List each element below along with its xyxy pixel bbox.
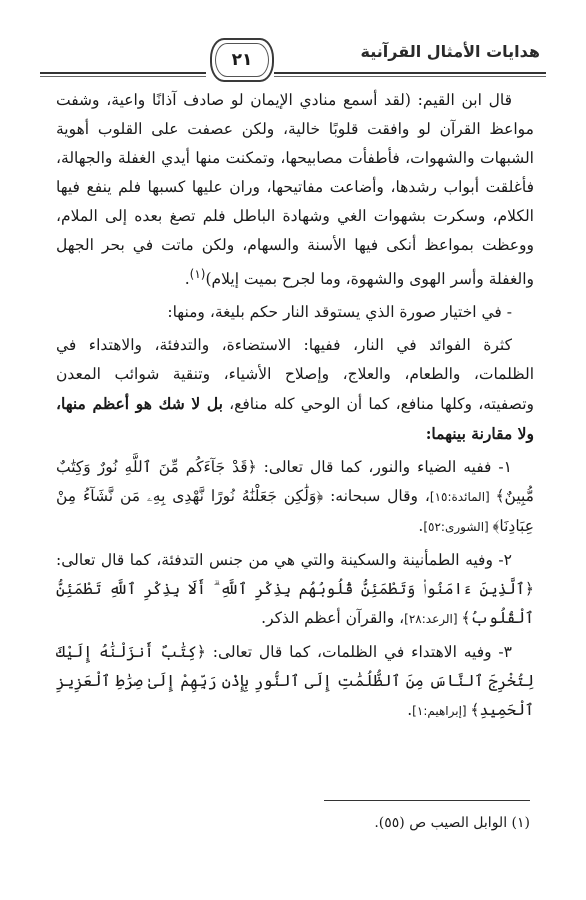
list-item-guidance: ٣- وفيه الاهتداء في الظلمات، كما قال تعالى: ﴿كِتَٰبٌ أَنزَلْنَٰهُ إِلَيْكَ لِتُخْرِجَ ٱلنَّاسَ مِنَ ٱلظُّلُمَٰتِ إِلَى ٱلنُّورِ بِإِذْنِ رَبِّهِمْ إِلَىٰ صِرَٰطِ ٱلْعَزِيزِ ٱلْحَمِيدِ﴾ [إبراهيم:١].	[56, 643, 534, 720]
page-number: ٢١	[231, 50, 253, 70]
page-header	[40, 38, 546, 80]
list-item-tranquility: ٢- وفيه الطمأنينة والسكينة والتي هي من جنس التدفئة، كما قال تعالى: ﴿ٱلَّذِينَ ءَامَنُوا۟ وَتَطْمَئِنُّ قُلُوبُهُم بِذِكْرِ ٱللَّهِ ۗ أَلَا بِذِكْرِ ٱللَّهِ تَطْمَئِنُّ ٱلْقُلُوبُ﴾ [الرعد:٢٨]، والقرآن أعظم الذكر.	[56, 551, 534, 628]
list-item-light: ١- ففيه الضياء والنور، كما قال تعالى: ﴿قَدْ جَآءَكُم مِّنَ ٱللَّهِ نُورٌ وَكِتَٰبٌ مُّبِينٌ﴾ [المائدة:١٥]، وقال سبحانه: ﴿وَلَٰكِن جَعَلْنَٰهُ نُورًا نَّهْدِى بِهِۦ مَن نَّشَآءُ مِنْ عِبَادِنَا﴾ [الشورى:٥٢].	[56, 458, 534, 536]
footnote: (١) الوابل الصيب ص (٥٥).	[374, 815, 530, 831]
paragraph-fire-benefits: كثرة الفوائد في النار، ففيها: الاستضاءة، والتدفئة، والاهتداء في الظلمات، والطعام، والعلاج، وإصلاح الأشياء، وتنقية شوائب المعدن وتصفيته، وكلها منافع، كما أن الوحي كله منافع، بل لا شك هو أعظم منها، ولا مقارنة بينهما:	[56, 336, 534, 444]
header-rule-thin	[40, 76, 546, 77]
footnote-separator	[324, 800, 530, 801]
footnote-marker: (١)	[189, 267, 206, 281]
page-number-badge	[210, 38, 274, 82]
verse-reference: [إبراهيم:١]	[412, 704, 471, 719]
paragraph-wisdom-intro: - في اختيار صورة الذي يستوقد النار حكم بليغة، ومنها:	[167, 303, 512, 322]
verse-reference: [الشورى:٥٢]	[423, 520, 493, 535]
page-body	[56, 86, 534, 726]
quran-verse: ﴿قَدْ جَآءَكُم مِّنَ ٱللَّهِ نُورٌ وَكِتَٰبٌ مُّبِينٌ﴾	[56, 458, 534, 506]
verse-reference: [الرعد:٢٨]	[404, 612, 462, 627]
quran-verse: ﴿كِتَٰبٌ أَنزَلْنَٰهُ إِلَيْكَ لِتُخْرِجَ ٱلنَّاسَ مِنَ ٱلظُّلُمَٰتِ إِلَى ٱلنُّورِ بِإِذْنِ رَبِّهِمْ إِلَىٰ صِرَٰطِ ٱلْعَزِيزِ ٱلْحَمِيدِ﴾	[56, 643, 534, 720]
quran-verse: ﴿وَلَٰكِن جَعَلْنَٰهُ نُورًا نَّهْدِى بِهِۦ مَن نَّشَآءُ مِنْ عِبَادِنَا﴾	[56, 487, 534, 536]
quran-verse: ﴿ٱلَّذِينَ ءَامَنُوا۟ وَتَطْمَئِنُّ قُلُوبُهُم بِذِكْرِ ٱللَّهِ ۗ أَلَا بِذِكْرِ ٱللَّهِ تَطْمَئِنُّ ٱلْقُلُوبُ﴾	[56, 580, 534, 628]
header-rule	[40, 72, 546, 74]
verse-reference: [المائدة:١٥]	[429, 490, 496, 505]
paragraph-ibn-qayyim: قال ابن القيم: (لقد أسمع منادي الإيمان لو صادف آذانًا واعية، وشفت مواعظ القرآن لو وافقت قلوبًا خالية، ولكن عصفت على القلوب أهوية الشبهات والشهوات، فأطفأت مصابيحها، وتمكنت منها أيدي الغفلة والجهالة، فأغلقت أبواب رشدها، وأضاعت مفاتيحها، وران عليها كسبها فلم ينفع فيها الكلام، وسكرت بشهوات الغي وشهادة الباطل فلم تصغ بعده إلى الملام، ووعظت بمواعظ أنكى فيها الأسنة والسهام، ولكن ماتت في بحر الجهل والغفلة وأسر الهوى والشهوة، وما لجرح بميت إيلام)$^{(١)}$.	[56, 91, 534, 289]
book-title: هدايات الأمثال القرآنية	[360, 42, 540, 61]
